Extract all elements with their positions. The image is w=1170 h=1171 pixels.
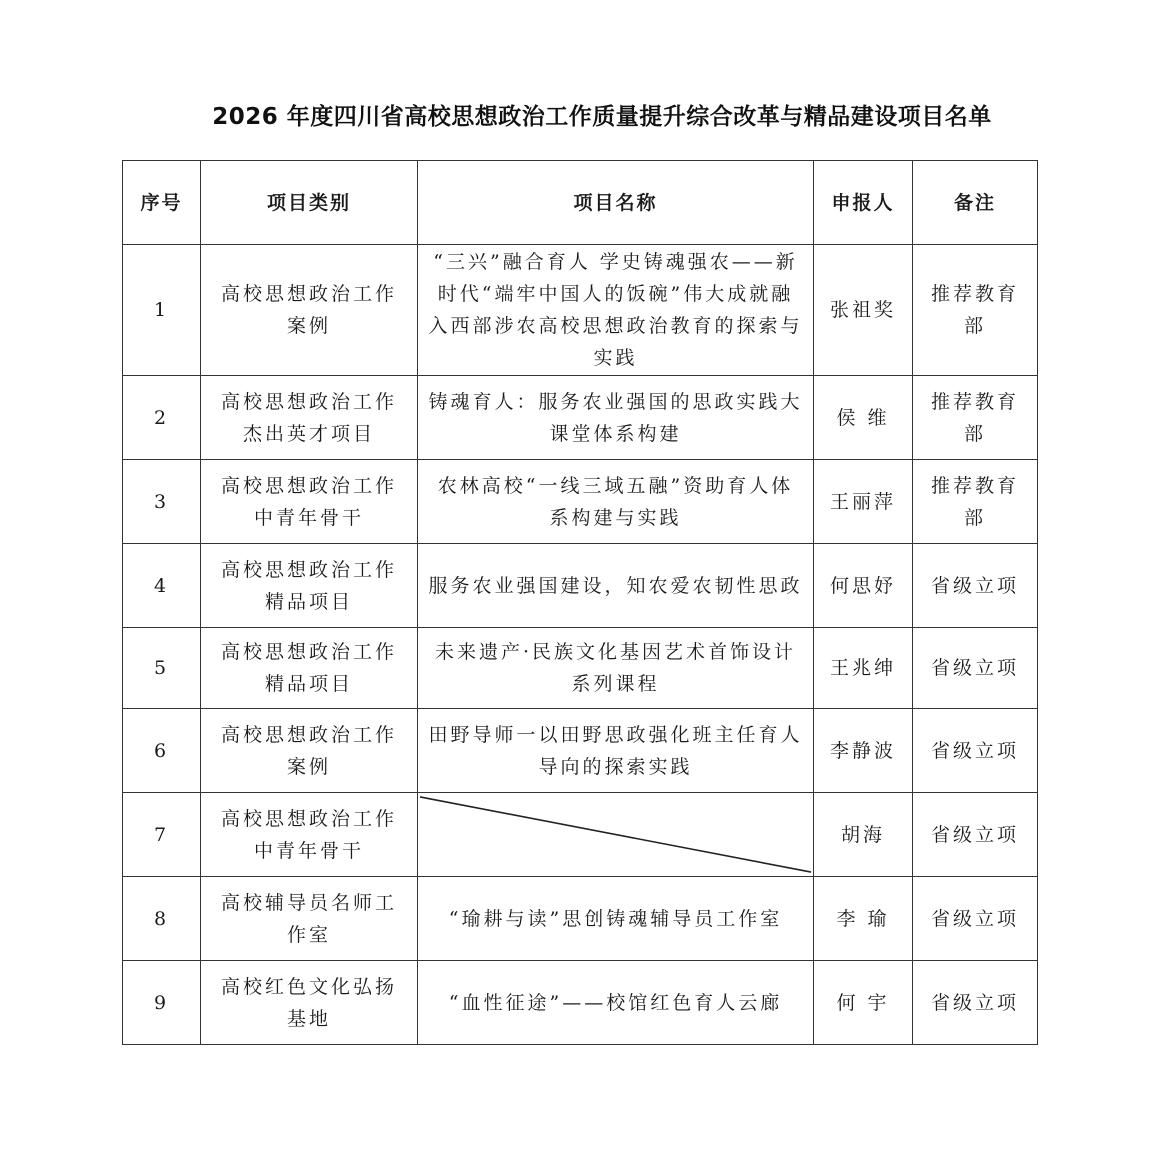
page-title: 2026 年度四川省高校思想政治工作质量提升综合改革与精品建设项目名单 bbox=[212, 104, 992, 130]
table-row bbox=[123, 376, 1038, 460]
cell-index: 1 bbox=[123, 245, 201, 376]
cell-note: 省级立项 bbox=[913, 793, 1038, 877]
cell-project-name: 田野导师一以田野思政强化班主任育人导向的探索实践 bbox=[418, 709, 814, 793]
cell-index: 4 bbox=[123, 544, 201, 628]
table-row bbox=[123, 961, 1038, 1045]
cell-note: 省级立项 bbox=[913, 961, 1038, 1045]
cell-index: 7 bbox=[123, 793, 201, 877]
cell-category: 高校思想政治工作杰出英才项目 bbox=[201, 376, 418, 460]
project-table bbox=[122, 160, 1038, 1045]
cell-category: 高校思想政治工作中青年骨干 bbox=[201, 460, 418, 544]
table-row bbox=[123, 245, 1038, 376]
cell-applicant: 李静波 bbox=[814, 709, 913, 793]
cell-category: 高校辅导员名师工作室 bbox=[201, 877, 418, 961]
header-name: 项目名称 bbox=[418, 161, 814, 245]
cell-project-name-empty bbox=[418, 793, 814, 877]
cell-applicant: 王丽萍 bbox=[814, 460, 913, 544]
table-row bbox=[123, 877, 1038, 961]
cell-applicant: 侯 维 bbox=[814, 376, 913, 460]
table-row bbox=[123, 460, 1038, 544]
cell-index: 2 bbox=[123, 376, 201, 460]
cell-applicant: 张祖奖 bbox=[814, 245, 913, 376]
cell-category: 高校思想政治工作精品项目 bbox=[201, 628, 418, 709]
cell-project-name: 服务农业强国建设，知农爱农韧性思政 bbox=[418, 544, 814, 628]
cell-category: 高校红色文化弘扬基地 bbox=[201, 961, 418, 1045]
cell-category: 高校思想政治工作中青年骨干 bbox=[201, 793, 418, 877]
cell-index: 3 bbox=[123, 460, 201, 544]
table-row bbox=[123, 544, 1038, 628]
cell-project-name: 未来遗产·民族文化基因艺术首饰设计系列课程 bbox=[418, 628, 814, 709]
cell-applicant: 何 宇 bbox=[814, 961, 913, 1045]
table-row bbox=[123, 628, 1038, 709]
cell-category: 高校思想政治工作精品项目 bbox=[201, 544, 418, 628]
cell-applicant: 王兆绅 bbox=[814, 628, 913, 709]
header-note: 备注 bbox=[913, 161, 1038, 245]
cell-note: 推荐教育部 bbox=[913, 245, 1038, 376]
cell-note: 省级立项 bbox=[913, 628, 1038, 709]
cell-project-name: “血性征途”——校馆红色育人云廊 bbox=[418, 961, 814, 1045]
cell-index: 8 bbox=[123, 877, 201, 961]
table-row bbox=[123, 793, 1038, 877]
cell-index: 5 bbox=[123, 628, 201, 709]
cell-applicant: 何思妤 bbox=[814, 544, 913, 628]
cell-project-name: 铸魂育人：服务农业强国的思政实践大课堂体系构建 bbox=[418, 376, 814, 460]
header-applicant: 申报人 bbox=[814, 161, 913, 245]
header-category: 项目类别 bbox=[201, 161, 418, 245]
cell-project-name: 农林高校“一线三域五融”资助育人体系构建与实践 bbox=[418, 460, 814, 544]
cell-applicant: 李 瑜 bbox=[814, 877, 913, 961]
cell-project-name: “三兴”融合育人 学史铸魂强农——新时代“端牢中国人的饭碗”伟大成就融入西部涉农高校思想政治教育的探索与实践 bbox=[418, 245, 814, 376]
cell-index: 9 bbox=[123, 961, 201, 1045]
diagonal-strike-line bbox=[418, 793, 813, 876]
cell-index: 6 bbox=[123, 709, 201, 793]
cell-note: 省级立项 bbox=[913, 709, 1038, 793]
cell-note: 省级立项 bbox=[913, 544, 1038, 628]
cell-note: 省级立项 bbox=[913, 877, 1038, 961]
header-index: 序号 bbox=[123, 161, 201, 245]
cell-project-name: “瑜耕与读”思创铸魂辅导员工作室 bbox=[418, 877, 814, 961]
cell-category: 高校思想政治工作案例 bbox=[201, 709, 418, 793]
cell-note: 推荐教育部 bbox=[913, 376, 1038, 460]
table-header-row bbox=[123, 161, 1038, 245]
cell-note: 推荐教育部 bbox=[913, 460, 1038, 544]
cell-category: 高校思想政治工作案例 bbox=[201, 245, 418, 376]
table-row bbox=[123, 709, 1038, 793]
cell-applicant: 胡海 bbox=[814, 793, 913, 877]
